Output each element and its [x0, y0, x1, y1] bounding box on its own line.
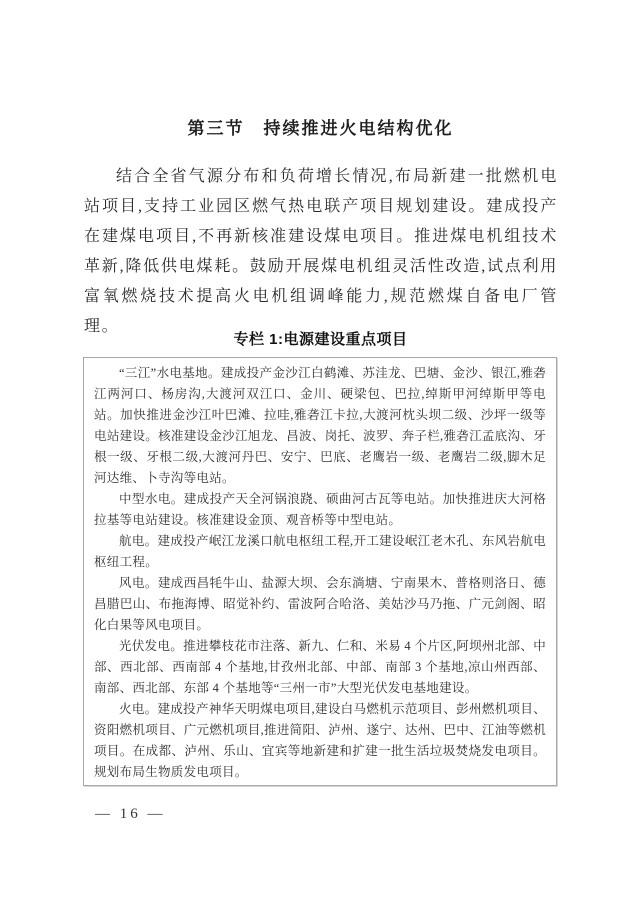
- intro-paragraph: 结合全省气源分布和负荷增长情况,布局新建一批燃机电站项目,支持工业园区燃气热电联产项目规划建设。建成投产在建煤电项目,不再新核准建设煤电项目。推进煤电机组技术革新,降低供电煤耗。鼓励开展煤电机组灵活性改造,试点利用富氧燃烧技术提高火电机组调峰能力,规范燃煤自备电厂管理。: [84, 168, 558, 335]
- box-paragraph: 航电。建成投产岷江龙溪口航电枢纽工程,开工建设岷江老木孔、东风岩航电枢纽工程。: [94, 534, 546, 569]
- box-paragraph: 光伏发电。推进攀枝花市注落、新九、仁和、米易 4 个片区,阿坝州北部、中部、西北部、西南部 4 个基地,甘孜州北部、中部、南部 3 个基地,凉山州西部、南部、西北部、东部 4 个基地等“三州一市”大型光伏发电基地建设。: [94, 639, 546, 695]
- section-title: 第三节 持续推进火电结构优化: [187, 119, 454, 138]
- box-paragraph: 中型水电。建成投产天全河锅浪跷、硕曲河古瓦等电站。加快推进庆大河格拉基等电站建设。核准建设金顶、观音桥等中型电站。: [94, 492, 546, 527]
- box-paragraph: 火电。建成投产神华天明煤电项目,建设白马燃机示范项目、彭州燃机项目、资阳燃机项目、广元燃机项目,推进简阳、泸州、遂宁、达州、巴中、江油等燃机项目。在成都、泸州、乐山、宜宾等地新建和扩建一批生活垃圾焚烧发电项目。规划布局生物质发电项目。: [94, 702, 546, 779]
- box-paragraph: “三江”水电基地。建成投产金沙江白鹤滩、苏洼龙、巴塘、金沙、银江,雅砻江两河口、杨房沟,大渡河双江口、金川、硬梁包、巴拉,绰斯甲河绰斯甲等电站。加快推进金沙江叶巴滩、拉哇,雅砻江卡拉,大渡河枕头坝二级、沙坪一级等电站建设。核准建设金沙江旭龙、昌波、岗托、波罗、奔子栏,雅砻江孟底沟、牙根一级、牙根二级,大渡河丹巴、安宁、巴底、老鹰岩一级、老鹰岩二级,脚木足河达维、卜寺沟等电站。: [94, 366, 546, 485]
- page-number: — 16 —: [95, 806, 166, 822]
- box-paragraph: 风电。建成西昌牦牛山、盐源大坝、会东淌塘、宁南果木、普格则洛日、德昌腊巴山、布拖海博、昭觉补约、雷波阿合哈洛、美姑沙马乃拖、广元剑阁、昭化白果等风电项目。: [94, 576, 546, 632]
- column-box-title: 专栏 1:电源建设重点项目: [233, 331, 408, 348]
- column-box: [83, 357, 557, 786]
